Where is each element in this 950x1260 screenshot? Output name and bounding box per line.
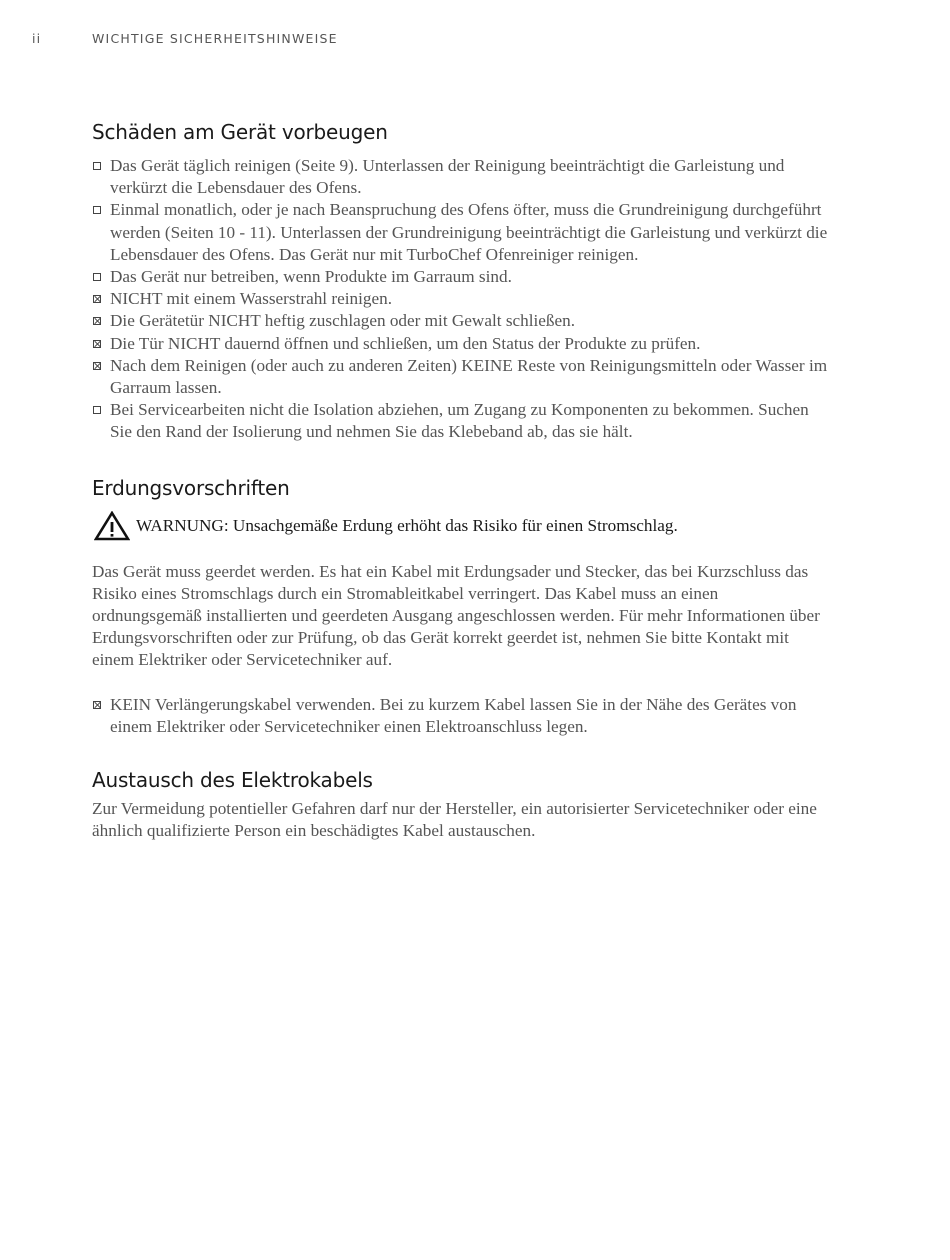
section-cable-replacement: [92, 766, 832, 842]
list-item: Die Tür NICHT dauernd öffnen und schließen, um den Status der Produkte zu prüfen.: [92, 333, 832, 355]
checkbox-bullet-icon: [93, 162, 101, 170]
section-title: Schäden am Gerät vorbeugen: [92, 120, 388, 144]
warning-notice: [92, 511, 832, 541]
warning-triangle-icon: [94, 511, 130, 541]
page-number: ii: [32, 31, 42, 46]
crossed-box-bullet-icon: [93, 340, 101, 348]
checkbox-bullet-icon: [93, 273, 101, 281]
grounding-paragraph: Das Gerät muss geerdet werden. Es hat ein Kabel mit Erdungsader und Stecker, das bei Kurzschluss das Risiko eines Stromschlags durch ein Stromableitkabel verringert. Das Kabel muss an einen ordnungsgemäß installierten und geerdeten Ausgang angeschlossen werden. Für mehr Informationen über Erdungsvorschriften oder zur Prüfung, ob das Gerät korrekt geerdet ist, nehmen Sie bitte Kontakt mit einem Elektriker oder Servicetechniker auf.: [92, 561, 820, 670]
section-title: Austausch des Elektrokabels: [92, 768, 373, 793]
chapter-title: WICHTIGE SICHERHEITSHINWEISE: [92, 31, 338, 46]
checkbox-bullet-icon: [93, 406, 101, 414]
running-header: [32, 31, 338, 46]
crossed-box-bullet-icon: [93, 317, 101, 325]
warning-text: WARNUNG: Unsachgemäße Erdung erhöht das Risiko für einen Stromschlag.: [136, 515, 678, 535]
section-damage-prevention: [92, 118, 832, 444]
list-item: Die Gerätetür NICHT heftig zuschlagen oder mit Gewalt schließen.: [92, 310, 832, 332]
section-grounding: [92, 474, 832, 738]
crossed-box-bullet-icon: [93, 295, 101, 303]
damage-prevention-list: [92, 155, 832, 444]
crossed-box-bullet-icon: [93, 362, 101, 370]
list-item: Bei Servicearbeiten nicht die Isolation abziehen, um Zugang zu Komponenten zu bekommen. Suchen Sie den Rand der Isolierung und nehmen Sie das Klebeband ab, das sie hält.: [92, 399, 832, 443]
checkbox-bullet-icon: [93, 206, 101, 214]
grounding-list: [92, 694, 832, 738]
cable-replacement-paragraph: Zur Vermeidung potentieller Gefahren darf nur der Hersteller, ein autorisierter Servicetechniker oder eine ähnlich qualifizierte Person ein beschädigtes Kabel austauschen.: [92, 799, 817, 841]
crossed-box-bullet-icon: [93, 701, 101, 709]
list-item: NICHT mit einem Wasserstrahl reinigen.: [92, 288, 832, 310]
list-item: Einmal monatlich, oder je nach Beanspruchung des Ofens öfter, muss die Grundreinigung durchgeführt werden (Seiten 10 - 11). Unterlassen der Grundreinigung beeinträchtigt die Garleistung und verkürzt die Lebensdauer des Ofens. Das Gerät nur mit TurboChef Ofenreiniger reinigen.: [92, 199, 832, 266]
list-item: KEIN Verlängerungskabel verwenden. Bei zu kurzem Kabel lassen Sie in der Nähe des Gerätes von einem Elektriker oder Servicetechniker einen Elektroanschluss legen.: [92, 694, 832, 738]
list-item: Das Gerät nur betreiben, wenn Produkte im Garraum sind.: [92, 266, 832, 288]
list-item: Das Gerät täglich reinigen (Seite 9). Unterlassen der Reinigung beeinträchtigt die Garleistung und verkürzt die Lebensdauer des Ofens.: [92, 155, 832, 199]
page-content: [92, 118, 832, 872]
list-item: Nach dem Reinigen (oder auch zu anderen Zeiten) KEINE Reste von Reinigungsmitteln oder Wasser im Garraum lassen.: [92, 355, 832, 399]
section-title: Erdungsvorschriften: [92, 475, 290, 500]
